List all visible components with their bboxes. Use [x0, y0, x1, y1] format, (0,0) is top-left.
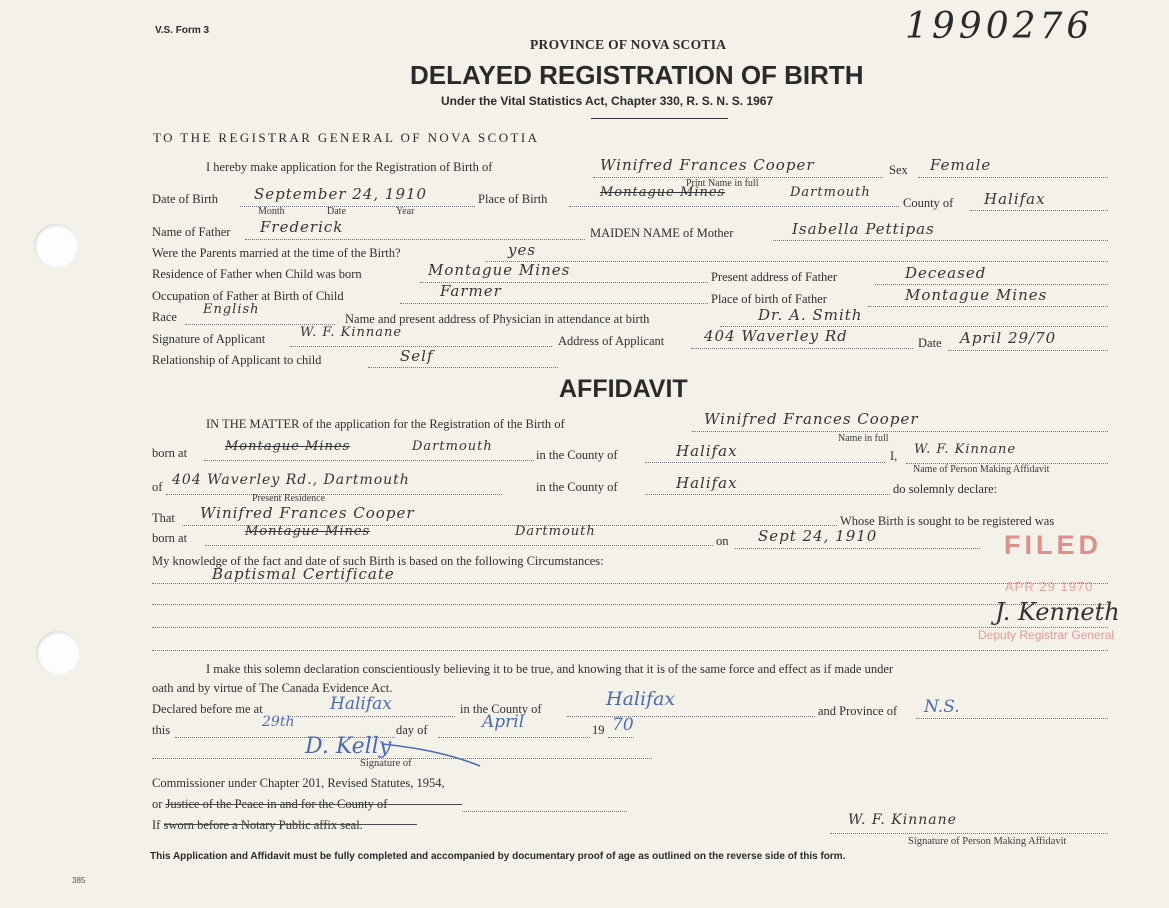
- sig-applicant-label: Signature of Applicant: [152, 332, 266, 346]
- relationship-label: Relationship of Applicant to child: [152, 353, 322, 367]
- race-label: Race: [152, 310, 177, 324]
- sig-applicant-value: W. F. Kinnane: [300, 325, 403, 340]
- day-value: 29th: [262, 714, 295, 730]
- mother-value: Isabella Pettipas: [792, 220, 935, 238]
- born-at-struck: Montague Mines: [225, 439, 351, 454]
- serial-number: 1990276: [905, 6, 1094, 47]
- province-heading: PROVINCE OF NOVA SCOTIA: [530, 37, 727, 52]
- physician-label: Name and present address of Physician in attendance at birth: [345, 312, 650, 326]
- date-label: Date: [918, 336, 942, 350]
- present-addr-father-line: [875, 284, 1108, 285]
- addressee: TO THE REGISTRAR GENERAL OF NOVA SCOTIA: [153, 130, 540, 145]
- intro-label: I hereby make application for the Registration of Birth of: [206, 160, 493, 174]
- present-addr-father-value: Deceased: [905, 264, 987, 282]
- pob-label: Place of Birth: [478, 192, 548, 206]
- year-value: 70: [612, 715, 634, 735]
- registrar-signature: J. Kenneth: [995, 598, 1120, 626]
- father-pob-value: Montague Mines: [905, 286, 1048, 304]
- address-applicant-line: [691, 348, 913, 349]
- footer-code: 385: [72, 876, 86, 885]
- residence-line-aff: [166, 494, 502, 495]
- born-at2-line: [205, 545, 713, 546]
- pob-value: Dartmouth: [790, 185, 871, 200]
- on-value: Sept 24, 1910: [758, 527, 878, 545]
- justice-line: [462, 811, 627, 812]
- county-line-3: [567, 716, 815, 717]
- form-number: V.S. Form 3: [155, 25, 210, 36]
- circumstance-line-1: [152, 583, 1108, 584]
- sex-line: [918, 177, 1108, 178]
- circumstance-line-2: [152, 604, 1108, 605]
- i-label: I,: [890, 449, 898, 463]
- registrar-title: Deputy Registrar General: [978, 628, 1115, 642]
- circumstance-line-3: [152, 627, 1108, 628]
- filed-stamp: FILED: [1004, 530, 1102, 560]
- province-label: and Province of: [818, 704, 898, 718]
- year-line: [608, 737, 634, 738]
- father-pob-label: Place of birth of Father: [711, 292, 827, 306]
- matter-label: IN THE MATTER of the application for the Registration of the Birth of: [206, 417, 565, 431]
- matter-value: Winifred Frances Cooper: [704, 410, 919, 428]
- notary-label: If sworn before a Notary Public affix seal.: [152, 818, 363, 832]
- residence-value: Montague Mines: [428, 261, 571, 279]
- father-pob-line: [868, 306, 1108, 307]
- page-subtitle: Under the Vital Statistics Act, Chapter 330, R. S. N. S. 1967: [441, 94, 774, 108]
- in-county-label-2: in the County of: [536, 480, 618, 494]
- present-addr-father-label: Present address of Father: [711, 270, 838, 284]
- circumstance-line-4: [152, 650, 1108, 651]
- dob-date-hint: Date: [327, 206, 346, 217]
- born-at2-struck: Montague Mines: [245, 524, 371, 539]
- relationship-line: [368, 367, 558, 368]
- month-line: [438, 737, 590, 738]
- day-of-label: day of: [396, 723, 428, 737]
- address-applicant-value: 404 Waverley Rd: [704, 327, 848, 345]
- dob-value: September 24, 1910: [254, 185, 428, 203]
- name-hint: Print Name in full: [686, 178, 759, 189]
- declare-label: do solemnly declare:: [893, 482, 998, 496]
- father-line: [245, 239, 585, 240]
- pob-struck: Montague Mines: [600, 185, 726, 200]
- commissioner-label: Commissioner under Chapter 201, Revised Statutes, 1954,: [152, 776, 445, 790]
- matter-line: [692, 431, 1108, 432]
- province-line: [916, 718, 1108, 719]
- county-value: Halifax: [984, 190, 1046, 208]
- born-at2-label: born at: [152, 531, 188, 545]
- born-at-value: Dartmouth: [412, 439, 493, 454]
- month-value: April: [482, 712, 525, 732]
- justice-label: or Justice of the Peace in and for the County of: [152, 797, 388, 811]
- knowledge-label: My knowledge of the fact and date of such Birth is based on the following Circumstances:: [152, 554, 604, 568]
- dob-year-hint: Year: [396, 206, 415, 217]
- affiant-signature-line: [830, 833, 1108, 834]
- filed-date: APR 29 1970: [1005, 579, 1094, 594]
- dob-month-hint: Month: [258, 206, 285, 217]
- notary-strike: [165, 824, 417, 825]
- declared-label: Declared before me at: [152, 702, 263, 716]
- county-line: [970, 210, 1108, 211]
- county-line-1: [645, 462, 885, 463]
- county-label: County of: [903, 196, 954, 210]
- father-value: Frederick: [260, 218, 344, 236]
- occupation-value: Farmer: [440, 282, 502, 300]
- born-at-line: [204, 460, 534, 461]
- declaration-line-1: I make this solemn declaration conscientiously believing it to be true, and knowing that it is of the same force and effect as if made under: [206, 662, 894, 676]
- physician-value: Dr. A. Smith: [758, 306, 863, 324]
- mother-line: [773, 240, 1108, 241]
- affiant-hint: Name of Person Making Affidavit: [913, 464, 1050, 475]
- signature-of-label: Signature of: [360, 758, 412, 769]
- county-value-3: Halifax: [606, 688, 676, 710]
- child-name-value: Winifred Frances Cooper: [600, 156, 815, 174]
- county-value-2: Halifax: [676, 474, 738, 492]
- relationship-value: Self: [400, 347, 434, 365]
- dob-label: Date of Birth: [152, 192, 218, 206]
- married-line: [485, 261, 1108, 262]
- matter-name-hint: Name in full: [838, 433, 889, 444]
- affiant-residence-value: 404 Waverley Rd., Dartmouth: [172, 472, 410, 488]
- mother-label: MAIDEN NAME of Mother: [590, 226, 734, 240]
- on-line: [735, 548, 980, 549]
- residence-label: Residence of Father when Child was born: [152, 267, 362, 281]
- date-value: April 29/70: [960, 329, 1057, 347]
- born-at2-value: Dartmouth: [515, 524, 596, 539]
- address-applicant-label: Address of Applicant: [558, 334, 665, 348]
- affiant-signature-value: W. F. Kinnane: [848, 812, 957, 828]
- declaration-line-2: oath and by virtue of The Canada Evidence Act.: [152, 681, 393, 695]
- year-prefix: 19: [592, 723, 605, 737]
- declared-line: [290, 716, 455, 717]
- punch-hole-top: [34, 224, 78, 268]
- race-value: English: [203, 302, 260, 317]
- justice-strike: [165, 804, 462, 805]
- whose-birth-label: Whose Birth is sought to be registered was: [840, 514, 1055, 528]
- in-county-label-3: in the County of: [460, 702, 542, 716]
- this-label: this: [152, 723, 171, 737]
- married-value: yes: [508, 241, 537, 259]
- residence-hint: Present Residence: [252, 493, 326, 504]
- circumstances-value: Baptismal Certificate: [212, 565, 395, 583]
- in-county-label-1: in the County of: [536, 448, 618, 462]
- that-label: That: [152, 511, 175, 525]
- affiant-value: W. F. Kinnane: [914, 442, 1017, 457]
- county-value-1: Halifax: [676, 442, 738, 460]
- occupation-line: [400, 303, 708, 304]
- title-rule: [591, 118, 728, 119]
- pob-line: [569, 206, 899, 207]
- punch-hole-bottom: [36, 631, 80, 675]
- affiant-signature-hint: Signature of Person Making Affidavit: [908, 836, 1067, 847]
- born-at-label: born at: [152, 446, 188, 460]
- page-title: DELAYED REGISTRATION OF BIRTH: [410, 60, 864, 90]
- married-label: Were the Parents married at the time of the Birth?: [152, 246, 401, 260]
- that-value: Winifred Frances Cooper: [200, 504, 415, 522]
- on-label: on: [716, 534, 729, 548]
- declared-value: Halifax: [330, 694, 392, 714]
- sex-value: Female: [930, 156, 992, 174]
- sex-label: Sex: [889, 163, 908, 177]
- commissioner-signature: D. Kelly: [305, 734, 392, 759]
- of-label: of: [152, 480, 163, 494]
- occupation-label: Occupation of Father at Birth of Child: [152, 289, 344, 303]
- province-value: N.S.: [924, 697, 960, 717]
- father-label: Name of Father: [152, 225, 231, 239]
- date-line: [948, 350, 1108, 351]
- county-line-2: [645, 494, 890, 495]
- affidavit-heading: AFFIDAVIT: [559, 375, 688, 403]
- footer-note: This Application and Affidavit must be fully completed and accompanied by documentary proof of age as outlined on the reverse side of this form.: [150, 851, 846, 862]
